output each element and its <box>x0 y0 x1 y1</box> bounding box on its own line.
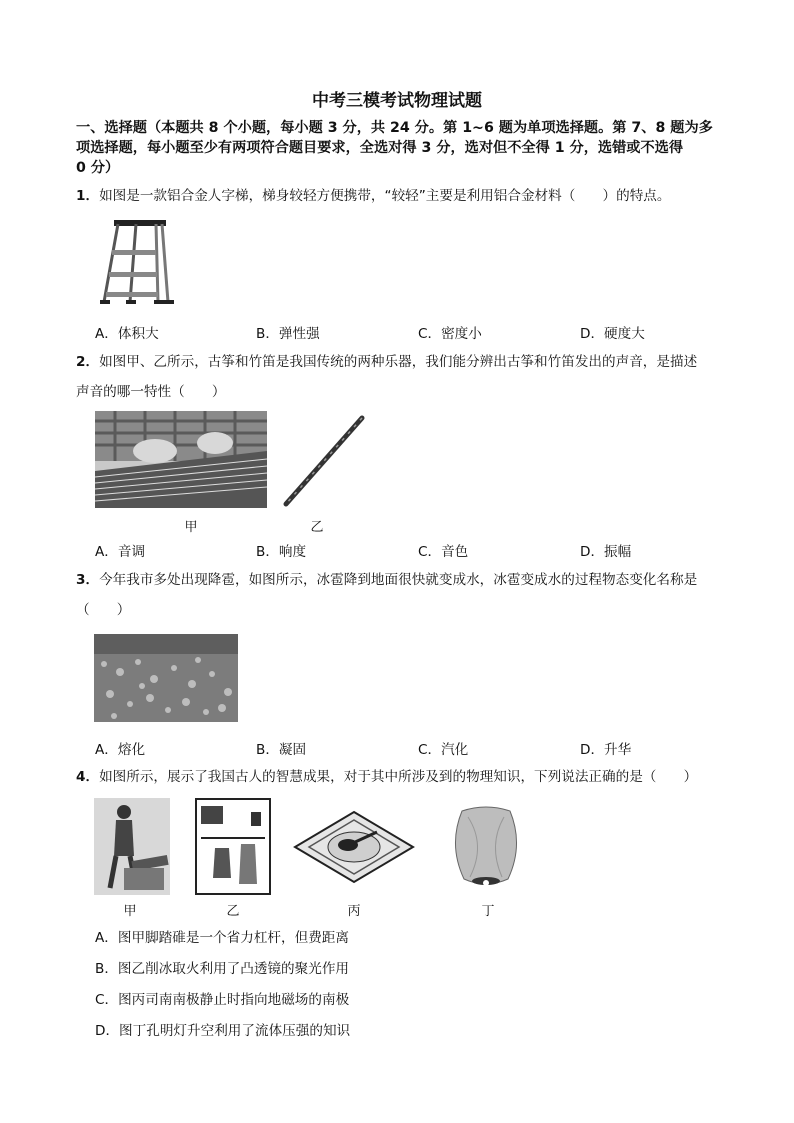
section-line-3: 0 分） <box>76 160 120 176</box>
question-text-cont: （ ） <box>76 602 131 618</box>
caption-yi: 乙 <box>310 520 324 535</box>
question-number: 2． <box>76 354 100 370</box>
caption-yi: 乙 <box>226 904 240 919</box>
sinan-compass-image <box>293 810 415 884</box>
question-2 <box>76 352 756 402</box>
q1-option-d: D．硬度大 <box>580 326 645 342</box>
q4-option-d: D．图丁孔明灯升空利用了流体压强的知识 <box>95 1023 351 1039</box>
treadle-pestle-image <box>94 798 170 895</box>
caption-ding: 丁 <box>481 904 495 919</box>
question-text: 如图甲、乙所示，古筝和竹笛是我国传统的两种乐器，我们能分辨出古筝和竹笛发出的声音，是描述 <box>99 354 698 370</box>
section-line-1: 一、选择题（本题共 8 个小题，每小题 3 分，共 24 分。第 1~6 题为单项选择题。第 7、8 题为多 <box>76 120 713 136</box>
section-heading <box>76 118 756 178</box>
q2-option-c: C．音色 <box>418 544 469 560</box>
question-text: 如图所示，展示了我国古人的智慧成果，对于其中所涉及到的物理知识，下列说法正确的是（ ） <box>99 769 698 785</box>
q3-option-d: D．升华 <box>580 742 632 758</box>
ladder-image <box>96 216 176 306</box>
question-1 <box>76 186 756 206</box>
q3-option-b: B．凝固 <box>256 742 307 758</box>
q4-option-a: A．图甲脚踏碓是一个省力杠杆，但费距离 <box>95 930 349 946</box>
question-number: 3． <box>76 572 100 588</box>
guzheng-image <box>95 411 267 508</box>
q1-option-a: A．体积大 <box>95 326 159 342</box>
hail-image <box>94 634 238 722</box>
caption-jia: 甲 <box>123 904 137 919</box>
q4-option-c: C．图丙司南南极静止时指向地磁场的南极 <box>95 992 350 1008</box>
page-title: 中考三模考试物理试题 <box>312 91 482 111</box>
q4-option-b: B．图乙削冰取火利用了凸透镜的聚光作用 <box>95 961 350 977</box>
question-number: 1． <box>76 188 100 204</box>
caption-bing: 丙 <box>347 904 361 919</box>
kongming-lantern-image <box>448 805 524 893</box>
caption-jia: 甲 <box>184 520 198 535</box>
q1-option-c: C．密度小 <box>418 326 482 342</box>
question-4 <box>76 767 756 787</box>
question-number: 4． <box>76 769 100 785</box>
section-line-2: 项选择题，每小题至少有两项符合题目要求，全选对得 3 分，选对但不全得 1 分，选错或不选得 <box>76 140 684 156</box>
q2-option-b: B．响度 <box>256 544 307 560</box>
question-3 <box>76 570 756 620</box>
q1-option-b: B．弹性强 <box>256 326 320 342</box>
question-text: 今年我市多处出现降雹，如图所示，冰雹降到地面很快就变成水，冰雹变成水的过程物态变化名称是 <box>99 572 698 588</box>
question-text: 如图是一款铝合金人字梯，梯身较轻方便携带，“较轻”主要是利用铝合金材料（ ）的特点。 <box>99 188 671 204</box>
q3-option-c: C．汽化 <box>418 742 469 758</box>
q2-option-d: D．振幅 <box>580 544 632 560</box>
q2-option-a: A．音调 <box>95 544 146 560</box>
q3-option-a: A．熔化 <box>95 742 146 758</box>
flute-image <box>280 414 370 508</box>
question-text-cont: 声音的哪一特性（ ） <box>76 384 226 400</box>
ice-lens-image <box>195 798 271 895</box>
